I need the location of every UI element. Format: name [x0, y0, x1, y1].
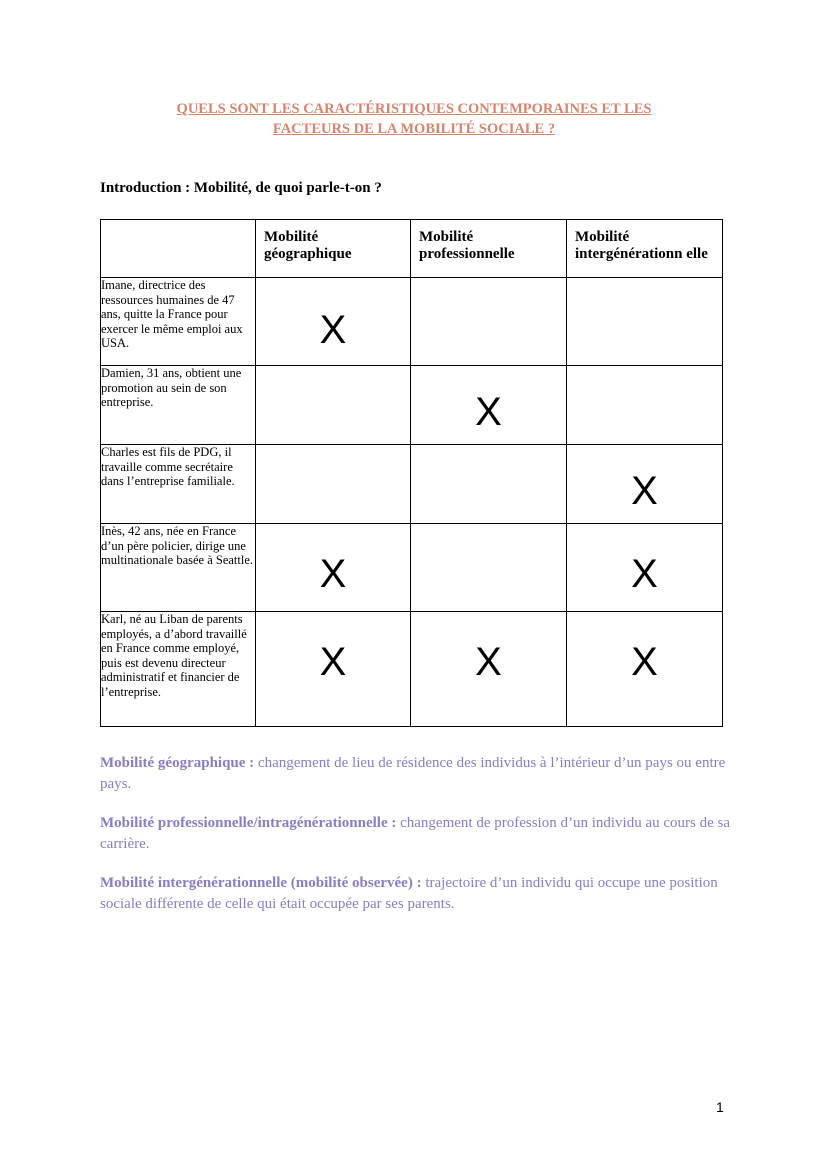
mark-cell [256, 445, 411, 524]
table-header-row [101, 220, 723, 278]
mark-cell [567, 366, 723, 445]
definitions [100, 753, 740, 933]
mark-cell [411, 445, 567, 524]
definition-professionnelle [100, 813, 740, 855]
header-cell-professionnelle: Mobilité professionnelle [411, 220, 567, 278]
title-line-1: QUELS SONT LES CARACTÉRISTIQUES CONTEMPORAINES ET LES [176, 101, 652, 117]
mark-cell [411, 366, 567, 445]
table-row [101, 366, 723, 445]
cross-mark: X [319, 308, 347, 352]
cross-mark: X [631, 640, 658, 684]
mark-cell [411, 612, 567, 727]
table-row [101, 524, 723, 612]
title-line-2: FACTEURS DE LA MOBILITÉ SOCIALE ? [272, 121, 556, 137]
definition-term: Mobilité professionnelle/intragénérationnelle : [100, 815, 397, 831]
mark-cell [411, 278, 567, 366]
intro-heading: Introduction : Mobilité, de quoi parle-t-on ? [100, 180, 382, 196]
mark-cell [256, 612, 411, 727]
definition-geographique [100, 753, 740, 795]
document-title [100, 99, 728, 139]
cross-mark: X [631, 552, 658, 596]
row-label: Inès, 42 ans, née en France d’un père policier, dirige une multinationale basée à Seattle. [101, 524, 256, 612]
row-label: Damien, 31 ans, obtient une promotion au sein de son entreprise. [101, 366, 256, 445]
header-cell-intergenerationnelle: Mobilité intergénérationn elle [567, 220, 723, 278]
cross-mark: X [319, 640, 347, 684]
table-row [101, 278, 723, 366]
mark-cell [567, 278, 723, 366]
mark-cell [256, 366, 411, 445]
mark-cell [567, 445, 723, 524]
row-label: Karl, né au Liban de parents employés, a d’abord travaillé en France comme employé, puis est devenu directeur administratif et financier de l’entreprise. [101, 612, 256, 727]
mark-cell [567, 612, 723, 727]
definition-text: changement de profession d’un individu au cours de sa carrière. [100, 815, 731, 852]
cross-mark: X [475, 640, 502, 684]
mark-cell [411, 524, 567, 612]
table-row [101, 612, 723, 727]
cross-mark: X [475, 390, 502, 434]
mark-cell [256, 278, 411, 366]
row-label: Imane, directrice des ressources humaines de 47 ans, quitte la France pour exercer le même emploi aux USA. [101, 278, 256, 366]
definition-text: changement de lieu de résidence des individus à l’intérieur d’un pays ou entre pays. [100, 755, 726, 792]
page-number: 1 [716, 1099, 724, 1115]
row-label: Charles est fils de PDG, il travaille comme secrétaire dans l’entreprise familiale. [101, 445, 256, 524]
mark-cell [567, 524, 723, 612]
definition-text: trajectoire d’un individu qui occupe une position sociale différente de celle qui était occupée par ses parents. [100, 875, 718, 912]
cross-mark: X [319, 552, 347, 596]
header-cell-empty [101, 220, 256, 278]
definition-term: Mobilité intergénérationnelle (mobilité observée) : [100, 875, 422, 891]
header-cell-geographique: Mobilité géographique [256, 220, 411, 278]
table-row [101, 445, 723, 524]
definition-term: Mobilité géographique : [100, 755, 255, 771]
definition-intergenerationnelle [100, 873, 740, 915]
cross-mark: X [631, 469, 658, 513]
mark-cell [256, 524, 411, 612]
mobility-table [100, 219, 723, 727]
